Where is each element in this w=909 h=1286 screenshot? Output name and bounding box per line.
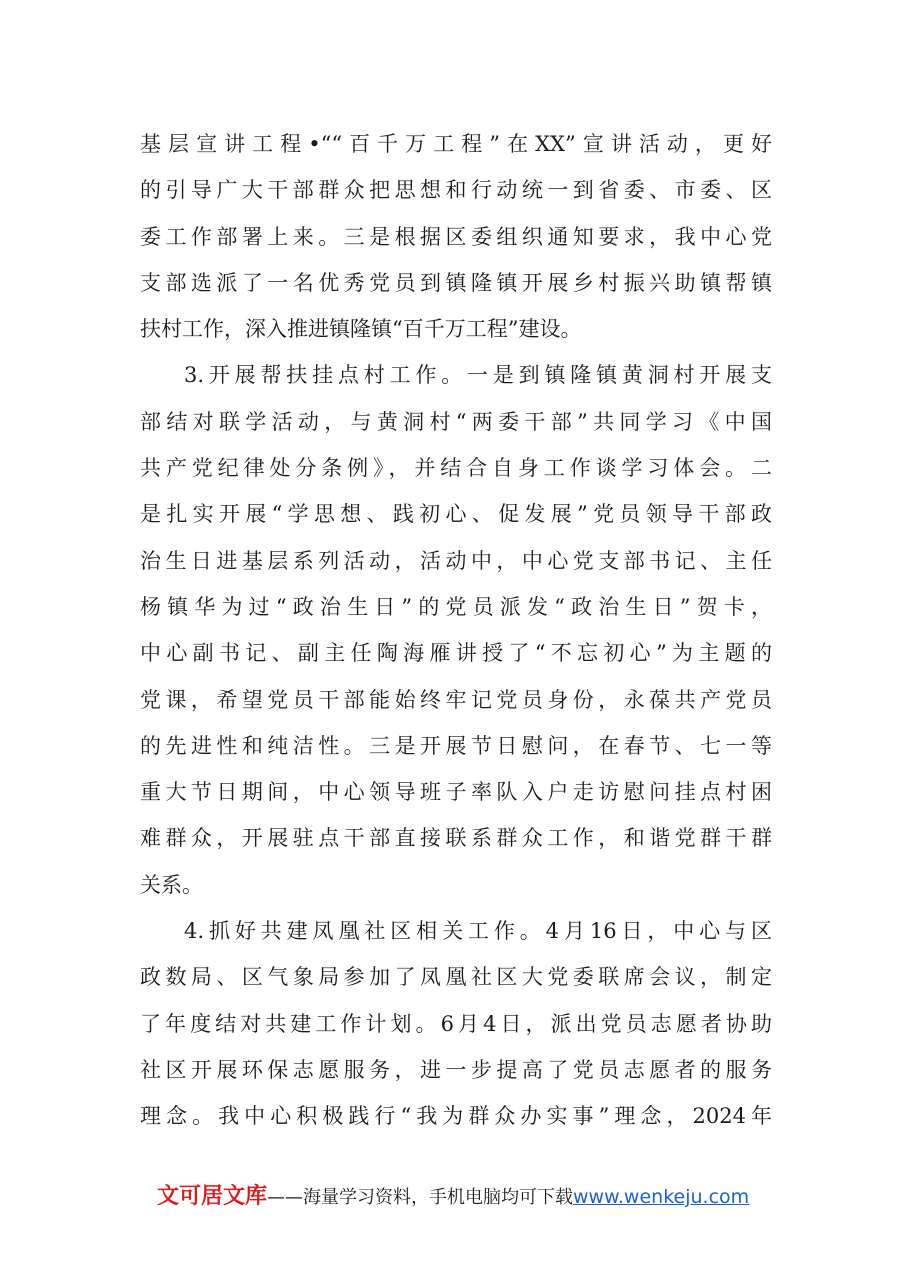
text-line: 部结对联学活动，与黄洞村“两委干部”共同学习《中国 (140, 409, 772, 434)
text-line: 难群众，开展驻点干部直接联系群众工作，和谐党群干群 (140, 826, 772, 851)
text-line: 共产党纪律处分条例》，并结合自身工作谈学习体会。二 (140, 456, 772, 481)
text-line: 是扎实开展“学思想、践初心、促发展”党员领导干部政 (140, 502, 772, 527)
footer-banner (157, 1180, 749, 1214)
text-line: 4.抓好共建凤凰社区相关工作。4月16日，中心与区 (184, 919, 772, 944)
footer-slogan: ——海量学习资料，手机电脑均可下载 (267, 1187, 574, 1208)
document-body (140, 121, 772, 1140)
text-line: 杨镇华为过“政治生日”的党员派发“政治生日”贺卡， (140, 594, 772, 619)
text-line: 理念。我中心积极践行“我为群众办实事”理念，2024年 (140, 1104, 772, 1129)
text-line: 基层宣讲工程•““百千万工程”在XX”宣讲活动，更好 (140, 132, 772, 156)
website-link[interactable]: www.wenkeju.com (573, 1186, 750, 1208)
text-line: 3.开展帮扶挂点村工作。一是到镇隆镇黄洞村开展支 (184, 363, 772, 388)
text-line: 社区开展环保志愿服务，进一步提高了党员志愿者的服务 (140, 1057, 772, 1082)
text-line: 政数局、区气象局参加了凤凰社区大党委联席会议，制定 (140, 965, 772, 990)
text-line: 关系。 (140, 872, 203, 897)
text-line: 支部选派了一名优秀党员到镇隆镇开展乡村振兴助镇帮镇 (140, 270, 772, 295)
text-line: 重大节日期间，中心领导班子率队入户走访慰问挂点村困 (140, 780, 772, 805)
text-line: 中心副书记、副主任陶海雁讲授了“不忘初心”为主题的 (140, 641, 772, 666)
text-line: 了年度结对共建工作计划。6月4日，派出党员志愿者协助 (140, 1011, 772, 1036)
text-line: 党课，希望党员干部能始终牢记党员身份，永葆共产党员 (140, 687, 772, 712)
text-line: 扶村工作，深入推进镇隆镇“百千万工程”建设。 (140, 317, 582, 342)
brand-name: 文可居文库 (157, 1184, 268, 1209)
text-line: 治生日进基层系列活动，活动中，中心党支部书记、主任 (140, 548, 772, 573)
text-line: 的先进性和纯洁性。三是开展节日慰问，在春节、七一等 (140, 733, 772, 758)
text-line: 的引导广大干部群众把思想和行动统一到省委、市委、区 (140, 178, 772, 203)
text-line: 委工作部署上来。三是根据区委组织通知要求，我中心党 (140, 224, 772, 249)
